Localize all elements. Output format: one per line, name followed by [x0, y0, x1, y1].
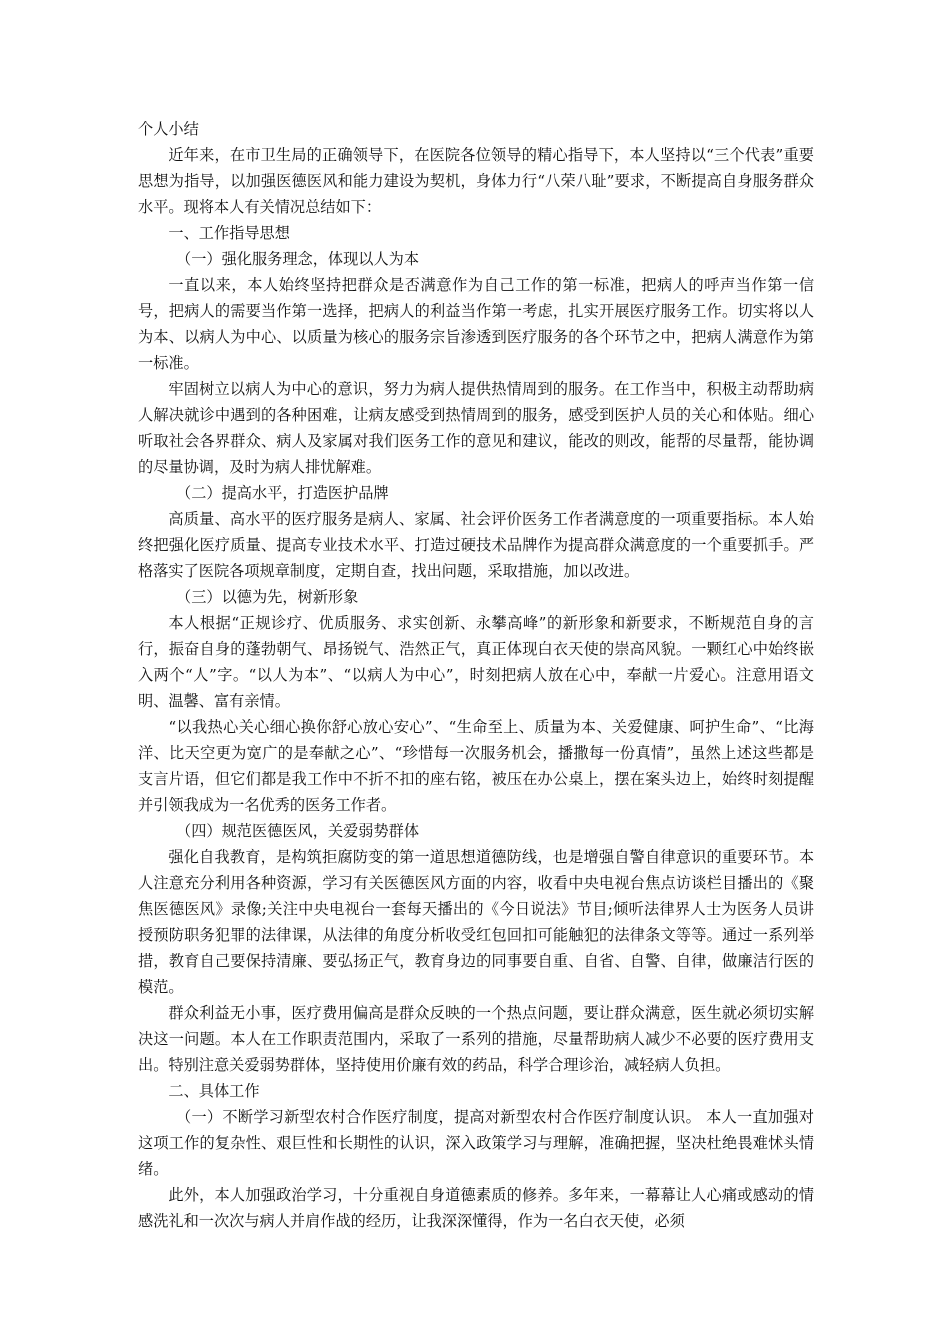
document-title: 个人小结	[138, 120, 199, 138]
subsection-heading-1-2: （二）提高水平，打造医护品牌	[176, 484, 389, 502]
subsection-heading-1-4: （四）规范医德医风，关爱弱势群体	[176, 822, 419, 840]
paragraph-intro: 近年来，在市卫生局的正确领导下，在医院各位领导的精心指导下，本人坚持以“三个代表”重要思想为指导，以加强医德医风和能力建设为契机，身体力行“八荣八耻”要求，不断提高自身服务群众水平。现将本人有关情况总结如下：	[138, 146, 814, 216]
paragraph: 牢固树立以病人为中心的意识，努力为病人提供热情周到的服务。在工作当中，积极主动帮助病人解决就诊中遇到的各种困难，让病友感受到热情周到的服务，感受到医护人员的关心和体贴。细心听取社会各界群众、病人及家属对我们医务工作的意见和建议，能改的则改，能帮的尽量帮，能协调的尽量协调，及时为病人排忧解难。	[138, 380, 814, 476]
subsection-heading-2-1: （一）不断学习新型农村合作医疗制度，提高对新型农村合作医疗制度认识。 本人一直加强对这项工作的复杂性、艰巨性和长期性的认识，深入政策学习与理解，准确把握，坚决杜绝畏难怵头情绪。	[138, 1108, 814, 1178]
subsection-heading-1-3: （三）以德为先，树新形象	[176, 588, 359, 606]
section-heading-1: 一、工作指导思想	[168, 224, 290, 242]
paragraph: 强化自我教育，是构筑拒腐防变的第一道思想道德防线，也是增强自警自律意识的重要环节。本人注意充分利用各种资源，学习有关医德医风方面的内容，收看中央电视台焦点访谈栏目播出的《聚焦医德医风》录像;关注中央电视台一套每天播出的《今日说法》节目;倾听法律界人士为医务人员讲授预防职务犯罪的法律课，从法律的角度分析收受红包回扣可能触犯的法律条文等等。通过一系列举措，教育自己要保持清廉、要弘扬正气，教育身边的同事要自重、自省、自警、自律，做廉洁行医的模范。	[138, 848, 814, 996]
document-body	[138, 116, 814, 1234]
paragraph: 本人根据“正规诊疗、优质服务、求实创新、永攀高峰”的新形象和新要求，不断规范自身的言行，振奋自身的蓬勃朝气、昂扬锐气、浩然正气，真正体现白衣天使的崇高风貌。一颗红心中始终嵌入两个“人”字。“以人为本”、“以病人为中心”，时刻把病人放在心中，奉献一片爱心。注意用语文明、温馨、富有亲情。	[138, 614, 814, 710]
paragraph: 此外，本人加强政治学习，十分重视自身道德素质的修养。多年来，一幕幕让人心痛或感动的情感洗礼和一次次与病人并肩作战的经历，让我深深懂得，作为一名白衣天使，必须	[138, 1186, 814, 1230]
subsection-heading-1-1: （一）强化服务理念，体现以人为本	[176, 250, 419, 268]
paragraph: 高质量、高水平的医疗服务是病人、家属、社会评价医务工作者满意度的一项重要指标。本人始终把强化医疗质量、提高专业技术水平、打造过硬技术品牌作为提高群众满意度的一个重要抓手。严格落实了医院各项规章制度，定期自查，找出问题，采取措施，加以改进。	[138, 510, 814, 580]
paragraph: “以我热心关心细心换你舒心放心安心”、“生命至上、质量为本、关爱健康、呵护生命”、“比海洋、比天空更为宽广的是奉献之心”、“珍惜每一次服务机会，播撒每一份真情”，虽然上述这些都是支言片语，但它们都是我工作中不折不扣的座右铭，被压在办公桌上，摆在案头边上，始终时刻提醒并引领我成为一名优秀的医务工作者。	[138, 718, 814, 814]
paragraph: 群众利益无小事，医疗费用偏高是群众反映的一个热点问题，要让群众满意，医生就必须切实解决这一问题。本人在工作职责范围内，采取了一系列的措施，尽量帮助病人减少不必要的医疗费用支出。特别注意关爱弱势群体，坚持使用价廉有效的药品，科学合理诊治，减轻病人负担。	[138, 1004, 814, 1074]
section-heading-2: 二、具体工作	[168, 1082, 260, 1100]
paragraph: 一直以来，本人始终坚持把群众是否满意作为自己工作的第一标准，把病人的呼声当作第一信号，把病人的需要当作第一选择，把病人的利益当作第一考虑，扎实开展医疗服务工作。切实将以人为本、以病人为中心、以质量为核心的服务宗旨渗透到医疗服务的各个环节之中，把病人满意作为第一标准。	[138, 276, 814, 372]
